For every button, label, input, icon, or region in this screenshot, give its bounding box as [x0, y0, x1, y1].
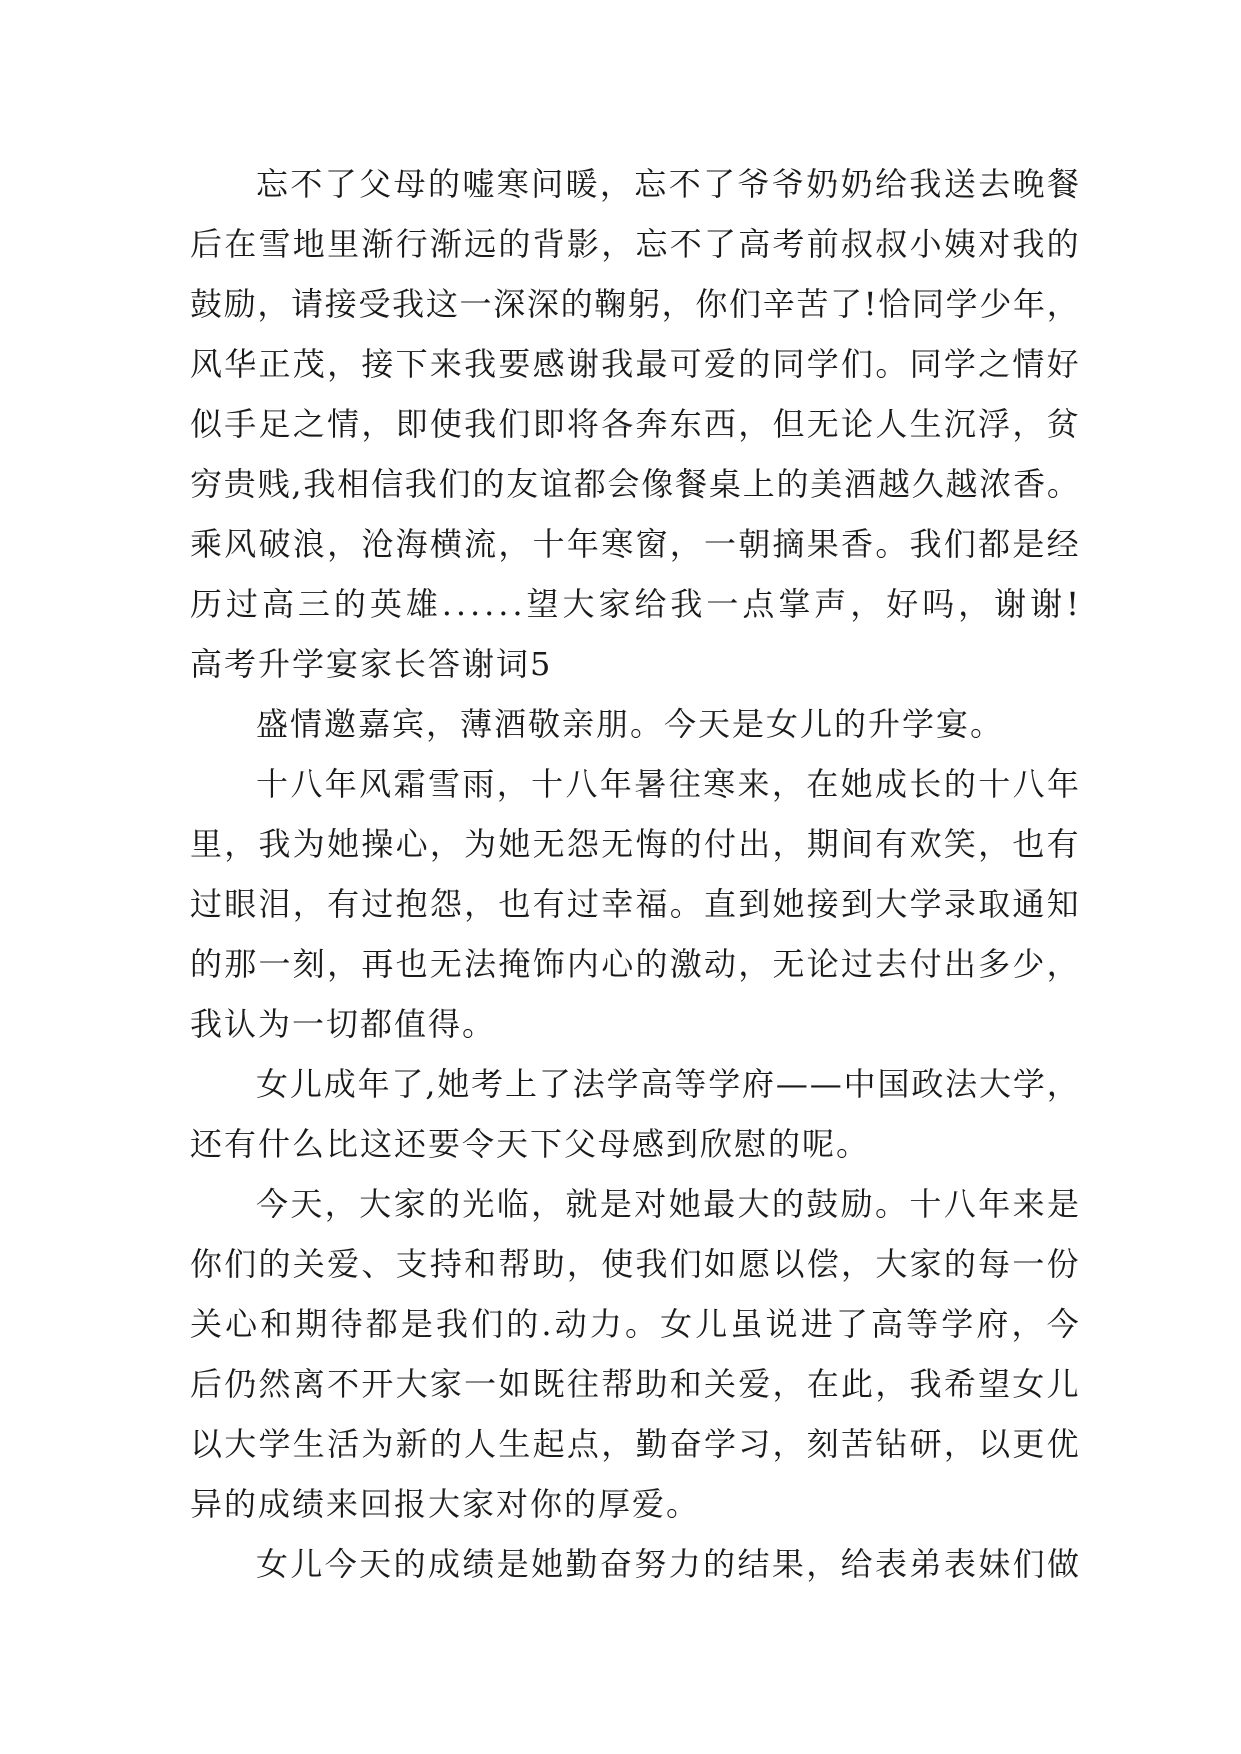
text-line: 似 手 足 之 情 ， 即 使 我 们 即 将 各 奔 东 西 ， 但 无 论 人 生 沉 浮 ， 贫	[190, 405, 1080, 443]
text-line: 鼓 励 ， 请 接 受 我 这 一 深 深 的 鞠 躬 ， 你 们 辛 苦 了 ! 恰 同 学 少 年 ，	[190, 285, 1080, 323]
text-line: 十 八 年 风 霜 雪 雨 ， 十 八 年 暑 往 寒 来 ， 在 她 成 长 的 十 八 年	[256, 765, 1080, 803]
text-line: 的 那 一 刻 ， 再 也 无 法 掩 饰 内 心 的 激 动 ， 无 论 过 去 付 出 多 少 ，	[190, 945, 1080, 983]
text-line: 今 天 ， 大 家 的 光 临 ， 就 是 对 她 最 大 的 鼓 励 。 十 八 年 来 是	[256, 1185, 1080, 1223]
text-line: 异的成绩来回报大家对你的厚爱。	[190, 1485, 701, 1523]
text-line: 乘 风 破 浪 ， 沧 海 横 流 ， 十 年 寒 窗 ， 一 朝 摘 果 香 。 我 们 都 是 经	[190, 525, 1080, 563]
text-line: 还有什么比这还要令天下父母感到欣慰的呢。	[190, 1125, 871, 1163]
text-line: 忘 不 了 父 母 的 嘘 寒 问 暖 ， 忘 不 了 爷 爷 奶 奶 给 我 送 去 晚 餐	[256, 165, 1080, 203]
document-body	[190, 154, 1080, 1594]
text-line: 风 华 正 茂 ， 接 下 来 我 要 感 谢 我 最 可 爱 的 同 学 们 。 同 学 之 情 好	[190, 345, 1080, 383]
text-line: 我认为一切都值得。	[190, 1005, 497, 1043]
text-line: 女 儿 今 天 的 成 绩 是 她 勤 奋 努 力 的 结 果 ， 给 表 弟 表 妹 们 做	[256, 1545, 1080, 1583]
text-line: 以 大 学 生 活 为 新 的 人 生 起 点 ， 勤 奋 学 习 ， 刻 苦 钻 研 ， 以 更 优	[190, 1425, 1080, 1463]
text-line: 后 在 雪 地 里 渐 行 渐 远 的 背 影 ， 忘 不 了 高 考 前 叔 叔 小 姨 对 我 的	[190, 225, 1080, 263]
text-line: 盛情邀嘉宾，薄酒敬亲朋。今天是女儿的升学宴。	[256, 705, 1005, 743]
text-line: 高考升学宴家长答谢词5	[190, 645, 553, 683]
text-line: 过 眼 泪 ， 有 过 抱 怨 ， 也 有 过 幸 福 。 直 到 她 接 到 大 学 录 取 通 知	[190, 885, 1080, 923]
text-line: 里 ， 我 为 她 操 心 ， 为 她 无 怨 无 悔 的 付 出 ， 期 间 有 欢 笑 ， 也 有	[190, 825, 1080, 863]
text-line: 后 仍 然 离 不 开 大 家 一 如 既 往 帮 助 和 关 爱 ， 在 此 ， 我 希 望 女 儿	[190, 1365, 1080, 1403]
text-line: 穷 贵 贱 , 我 相 信 我 们 的 友 谊 都 会 像 餐 桌 上 的 美 酒 越 久 越 浓 香 。	[190, 465, 1080, 503]
text-line: 你 们 的 关 爱 、 支 持 和 帮 助 ， 使 我 们 如 愿 以 偿 ， 大 家 的 每 一 份	[190, 1245, 1080, 1283]
text-line: 女 儿 成 年 了 , 她 考 上 了 法 学 高 等 学 府 — — 中 国 政 法 大 学 ，	[256, 1065, 1080, 1103]
text-line: 历 过 高 三 的 英 雄 . . . . . . 望 大 家 给 我 一 点 掌 声 ， 好 吗 ， 谢 谢 !	[190, 585, 1080, 623]
text-line: 关 心 和 期 待 都 是 我 们 的 . 动 力 。 女 儿 虽 说 进 了 高 等 学 府 ， 今	[190, 1305, 1080, 1343]
